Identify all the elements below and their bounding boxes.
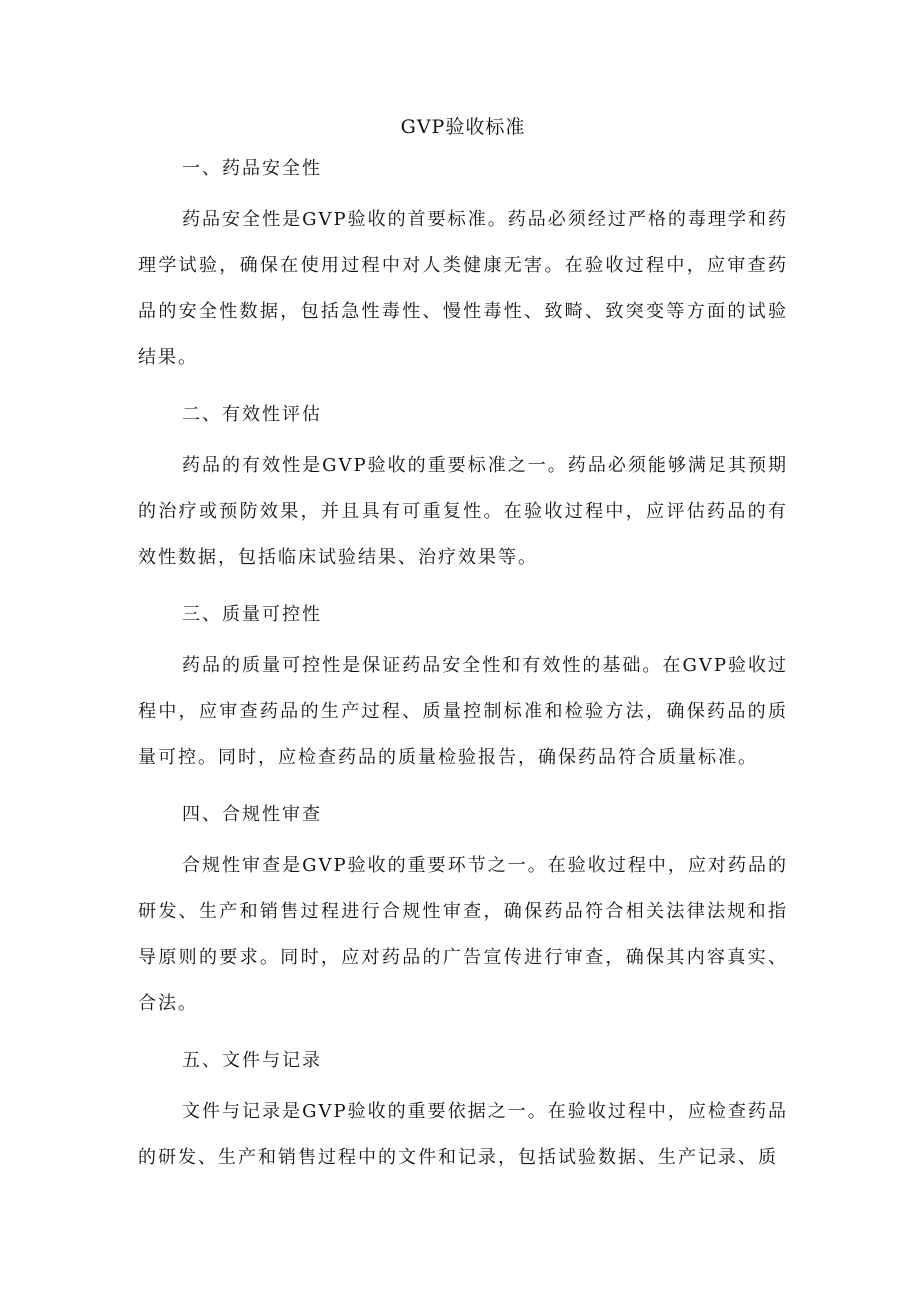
section-heading-quality: 三、质量可控性 bbox=[182, 604, 322, 625]
section-heading-compliance: 四、合规性审查 bbox=[182, 804, 322, 825]
section-text-records: 文件与记录是GVP验收的重要依据之一。在验收过程中，应检查药品的研发、生产和销售过程中的文件和记录，包括试验数据、生产记录、质 bbox=[138, 1101, 788, 1168]
section-heading-efficacy: 二、有效性评估 bbox=[182, 404, 322, 425]
section-text-quality: 药品的质量可控性是保证药品安全性和有效性的基础。在GVP验收过程中，应审查药品的生产过程、质量控制标准和检验方法，确保药品的质量可控。同时，应检查药品的质量检验报告，确保药品符合质量标准。 bbox=[138, 655, 788, 768]
section-heading-safety: 一、药品安全性 bbox=[182, 158, 322, 179]
document-body bbox=[138, 113, 788, 1201]
section-text-compliance: 合规性审查是GVP验收的重要环节之一。在验收过程中，应对药品的研发、生产和销售过程进行合规性审查，确保药品符合相关法律法规和指导原则的要求。同时，应对药品的广告宣传进行审查，确保其内容真实、合法。 bbox=[138, 855, 788, 1014]
section-heading-records: 五、文件与记录 bbox=[182, 1050, 322, 1071]
section-text-efficacy: 药品的有效性是GVP验收的重要标准之一。药品必须能够满足其预期的治疗或预防效果，并且具有可重复性。在验收过程中，应评估药品的有效性数据，包括临床试验结果、治疗效果等。 bbox=[138, 455, 788, 568]
section-text-safety: 药品安全性是GVP验收的首要标准。药品必须经过严格的毒理学和药理学试验，确保在使用过程中对人类健康无害。在验收过程中，应审查药品的安全性数据，包括急性毒性、慢性毒性、致畸、致突变等方面的试验结果。 bbox=[138, 209, 788, 368]
document-title: GVP验收标准 bbox=[400, 116, 526, 138]
